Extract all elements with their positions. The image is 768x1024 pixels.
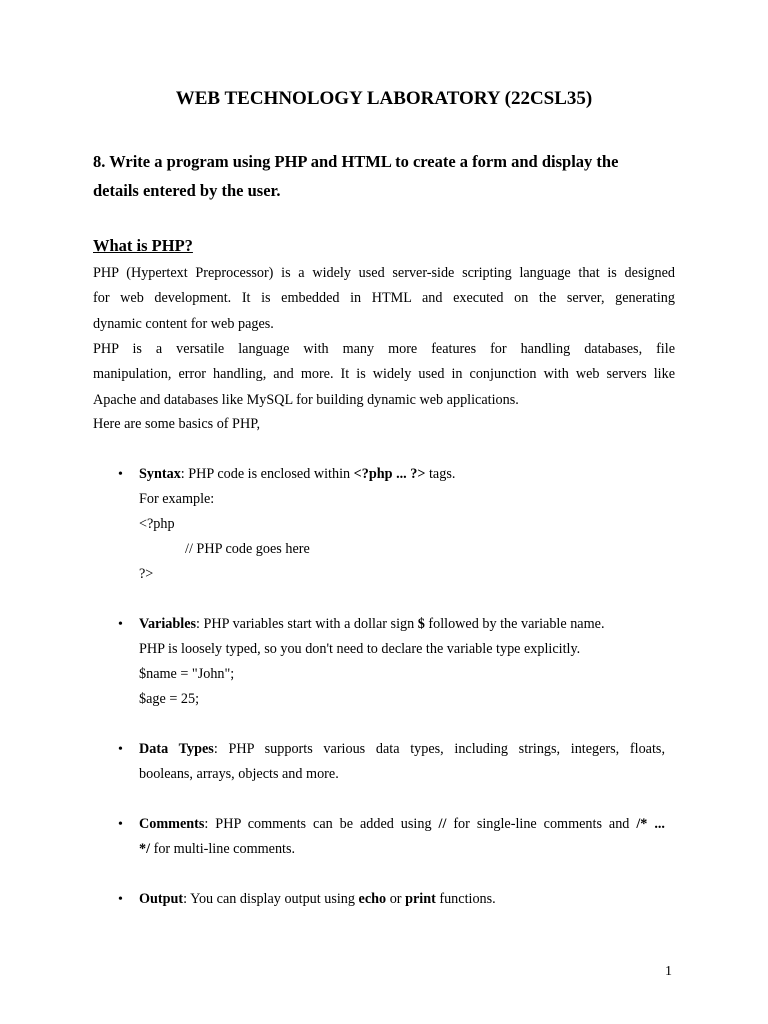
syntax-example-label: For example: <box>139 491 215 507</box>
comments-line-2 <box>139 837 665 862</box>
page-number: 1 <box>665 964 672 979</box>
syntax-code: <?php ... ?> <box>353 466 426 482</box>
output-text-a: : You can display output using <box>183 891 359 907</box>
comments-multi-close: */ <box>139 841 151 857</box>
syntax-text-b: tags. <box>425 466 456 482</box>
bullet-icon: • <box>118 892 123 907</box>
intro-p1-line-1: PHP (Hypertext Preprocessor) is a widely used server-side scripting language that is designed <box>93 265 675 281</box>
variables-line-2: PHP is loosely typed, so you don't need to declare the variable type explicitly. <box>139 641 581 657</box>
syntax-line <box>139 462 665 487</box>
data-types-text-a: : PHP supports various data types, including strings, integers, floats, <box>213 741 665 757</box>
variables-text-a: : PHP variables start with a dollar sign <box>196 616 418 632</box>
bullet-icon: • <box>118 817 123 832</box>
intro-p2-line-3: Apache and databases like MySQL for building dynamic web applications. <box>93 391 519 408</box>
intro-p1-line-3: dynamic content for web pages. <box>93 315 274 332</box>
data-types-line <box>139 737 665 762</box>
intro-p2-line-1: PHP is a versatile language with many more features for handling databases, file <box>93 341 675 357</box>
comments-line <box>139 812 665 837</box>
comments-text-b: for single-line comments and <box>446 816 637 832</box>
comments-text-c: for multi-line comments. <box>150 841 296 857</box>
intro-paragraph-3 <box>93 412 675 437</box>
page-title: WEB TECHNOLOGY LABORATORY (22CSL35) <box>175 88 593 109</box>
list-item-comments <box>139 812 665 862</box>
syntax-code-close: ?> <box>139 566 154 582</box>
question-line-1: 8. Write a program using PHP and HTML to create a form and display the <box>93 152 619 171</box>
bullet-icon: • <box>118 467 123 482</box>
section-heading-what-is-php: What is PHP? <box>93 236 193 255</box>
syntax-text-a: : PHP code is enclosed within <box>180 466 354 482</box>
intro-p3-line: Here are some basics of PHP, <box>93 416 261 432</box>
question-heading <box>93 147 678 205</box>
output-text-b: or <box>386 891 406 907</box>
output-print: print <box>405 891 436 907</box>
output-text-c: functions. <box>435 891 496 907</box>
syntax-term: Syntax <box>139 466 181 482</box>
intro-paragraph-1 <box>93 261 675 337</box>
intro-p2-line-2: manipulation, error handling, and more. It is widely used in conjunction with web servers like <box>93 366 675 383</box>
data-types-line-2: booleans, arrays, objects and more. <box>139 766 339 782</box>
comments-text-a: : PHP comments can be added using <box>204 816 439 832</box>
comments-single: // <box>438 816 447 832</box>
bullet-icon: • <box>118 617 123 632</box>
bullet-icon: • <box>118 742 123 757</box>
syntax-code-open: <?php <box>139 516 175 532</box>
list-item-data-types <box>139 737 665 787</box>
variables-term: Variables <box>139 616 197 632</box>
list-item-output <box>139 887 665 912</box>
syntax-code-comment: // PHP code goes here <box>185 541 310 557</box>
comments-multi-open: /* ... <box>636 816 665 832</box>
variables-symbol: $ <box>417 616 425 632</box>
question-line-2: details entered by the user. <box>93 181 281 200</box>
variables-code-2: $age = 25; <box>139 691 200 707</box>
output-term: Output <box>139 891 184 907</box>
output-echo: echo <box>358 891 387 907</box>
output-line <box>139 887 665 912</box>
intro-paragraph-2 <box>93 337 675 413</box>
variables-text-b: followed by the variable name. <box>424 616 605 632</box>
variables-line <box>139 612 665 637</box>
comments-term: Comments <box>139 816 205 832</box>
intro-p1-line-2: for web development. It is embedded in HTML and executed on the server, generating <box>93 290 675 307</box>
variables-code-1: $name = "John"; <box>139 666 235 682</box>
data-types-term: Data Types <box>139 741 214 757</box>
list-item-variables <box>139 612 665 712</box>
list-item-syntax <box>139 462 665 587</box>
